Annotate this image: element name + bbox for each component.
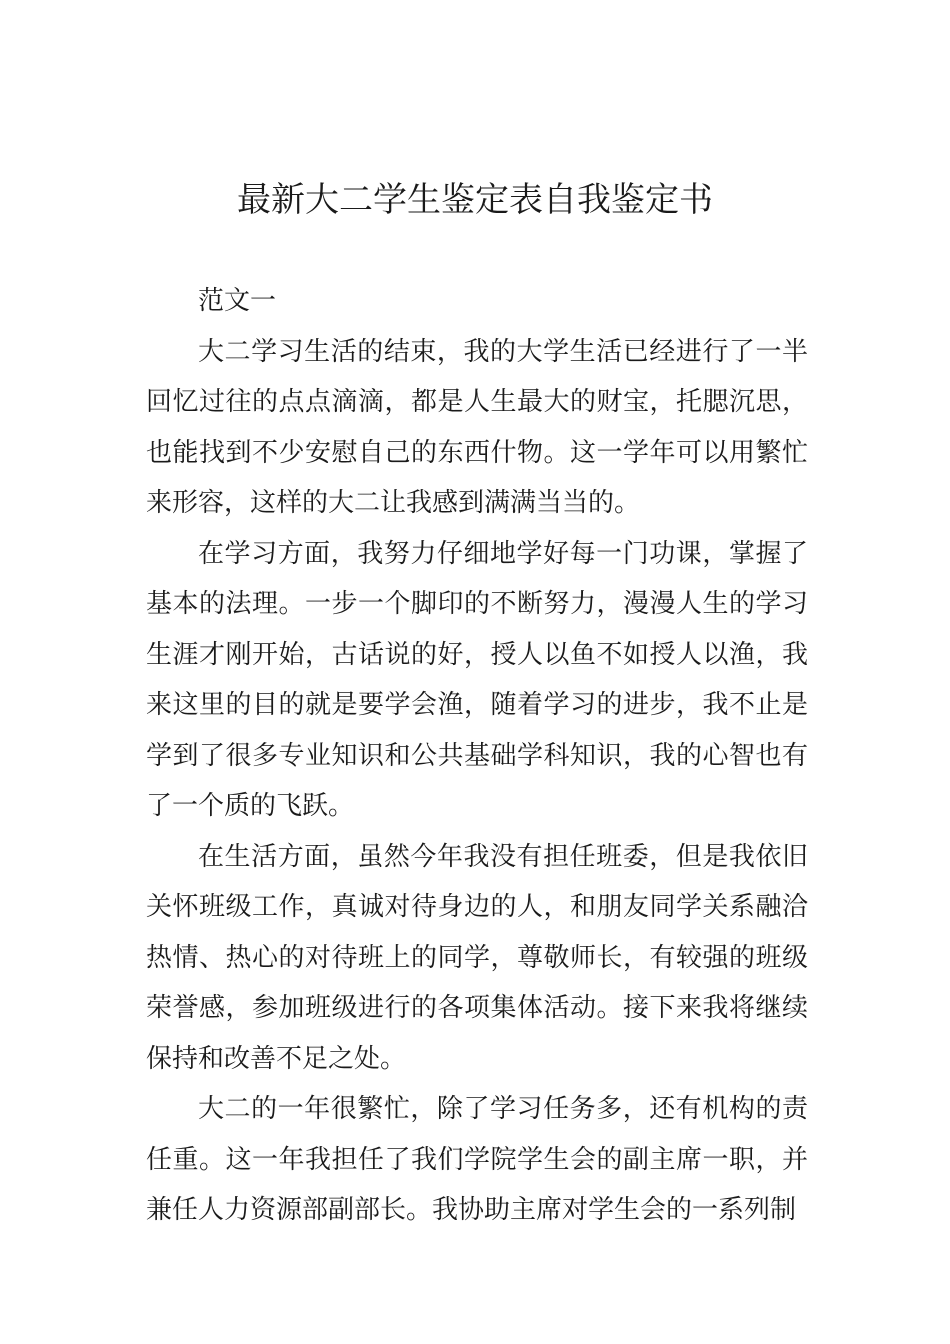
paragraph: 在学习方面，我努力仔细地学好每一门功课，掌握了基本的法理。一步一个脚印的不断努力，漫漫人生的学习生涯才刚开始，古话说的好，授人以鱼不如授人以渔，我来这里的目的就是要学会渔，随着学习的进步，我不止是学到了很多专业知识和公共基础学科知识，我的心智也有了一个质的飞跃。 (146, 538, 808, 821)
paragraph-heading: 范文一 (198, 286, 277, 316)
paragraph: 大二的一年很繁忙，除了学习任务多，还有机构的责任重。这一年我担任了我们学院学生会的副主席一职，并兼任人力资源部副部长。我协助主席对学生会的一系列制 (146, 1094, 808, 1225)
paragraph: 在生活方面，虽然今年我没有担任班委，但是我依旧关怀班级工作，真诚对待身边的人，和朋友同学关系融洽热情、热心的对待班上的同学，尊敬师长，有较强的班级荣誉感，参加班级进行的各项集体活动。接下来我将继续保持和改善不足之处。 (146, 841, 808, 1074)
document-body (146, 276, 808, 1236)
document-title: 最新大二学生鉴定表自我鉴定书 (237, 180, 713, 220)
paragraph: 大二学习生活的结束，我的大学生活已经进行了一半回忆过往的点点滴滴，都是人生最大的财宝，托腮沉思，也能找到不少安慰自己的东西什物。这一学年可以用繁忙来形容，这样的大二让我感到满满当当的。 (146, 336, 808, 518)
